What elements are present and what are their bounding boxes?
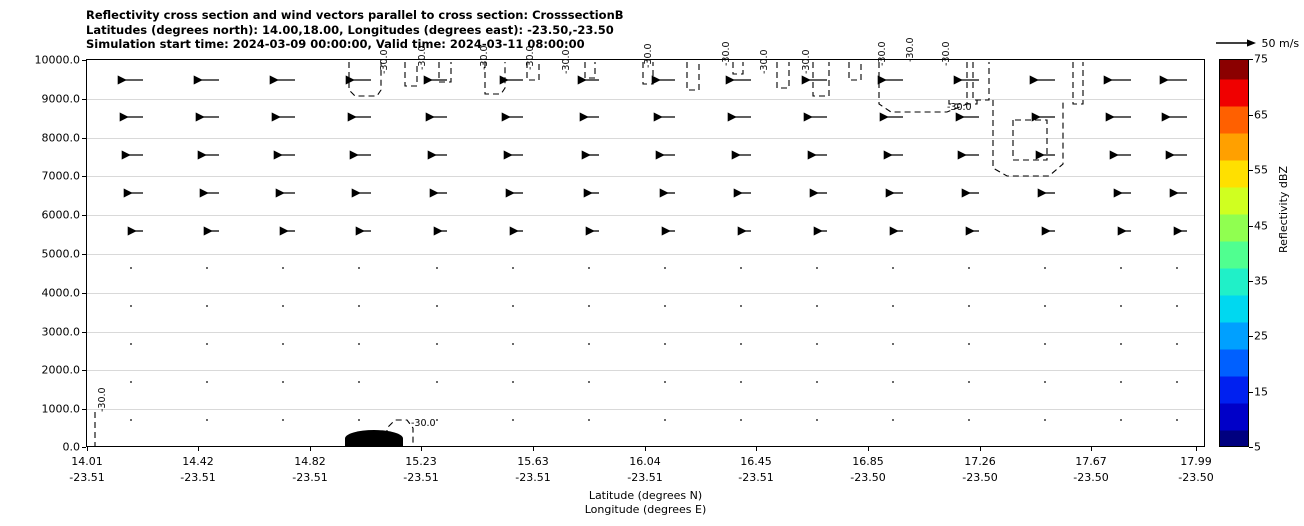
wind-vector-key-label: 50 m/s <box>1261 36 1300 50</box>
contour-label: -30.0 <box>525 45 536 70</box>
contour-label: -30.0 <box>643 43 654 68</box>
contour-label: -30.0 <box>877 41 888 66</box>
y-tick-label: 9000.0 <box>41 92 80 106</box>
colorbar-tick-label: 5 <box>1254 440 1261 454</box>
colorbar-label: Reflectivity dBZ <box>1277 166 1290 253</box>
title-line-1: Reflectivity cross section and wind vectors parallel to cross section: CrosssectionB <box>86 8 624 22</box>
colorbar-tick-label: 65 <box>1254 108 1268 122</box>
x-tick-label-lon: -23.51 <box>69 471 105 484</box>
contour-label: -30.0 <box>411 418 436 429</box>
contour-label: -30.0 <box>97 387 108 412</box>
x-tick-label-lon: -23.50 <box>1178 471 1214 484</box>
y-tick-label: 10000.0 <box>34 53 80 67</box>
title-line-3: Simulation start time: 2024-03-09 00:00:00, Valid time: 2024-03-11 08:00:00 <box>86 37 585 51</box>
x-tick-label-lat: 17.26 <box>964 455 996 468</box>
contour-label: -30.0 <box>941 41 952 66</box>
colorbar-tick-label: 25 <box>1254 329 1268 343</box>
title-line-2: Latitudes (degrees north): 14.00,18.00, Longitudes (degrees east): -23.50,-23.50 <box>86 22 614 37</box>
x-tick-label-lon: -23.51 <box>292 471 328 484</box>
y-tick-label: 1000.0 <box>41 402 80 416</box>
y-tick-label: 8000.0 <box>41 131 80 145</box>
contour-label: -30.0 <box>379 49 390 74</box>
x-tick-label-lat: 17.99 <box>1180 455 1212 468</box>
colorbar-tick-label: 75 <box>1254 52 1268 66</box>
x-tick-label-lat: 16.85 <box>852 455 884 468</box>
x-tick-label-lat: 15.63 <box>517 455 549 468</box>
contour-label: -30.0 <box>721 41 732 66</box>
contour-label: -30.0 <box>479 45 490 70</box>
contour-label: -30.0 <box>561 49 572 74</box>
x-tick-label-lat: 14.01 <box>71 455 103 468</box>
colorbar <box>1219 59 1249 447</box>
x-axis-label-latitude: Latitude (degrees N) <box>588 489 703 502</box>
x-tick-label-lon: -23.51 <box>403 471 439 484</box>
contour-label: -30.0 <box>759 49 770 74</box>
x-axis-label-longitude: Longitude (degrees E) <box>584 503 707 516</box>
x-tick-label-lat: 17.67 <box>1075 455 1107 468</box>
x-tick-label-lon: -23.50 <box>962 471 998 484</box>
x-tick-label-lon: -23.51 <box>180 471 216 484</box>
y-tick-label: 2000.0 <box>41 363 80 377</box>
x-tick-label-lon: -23.50 <box>850 471 886 484</box>
y-tick-label: 3000.0 <box>41 325 80 339</box>
y-tick-label: 0.0 <box>62 440 80 454</box>
y-tick-label: 5000.0 <box>41 247 80 261</box>
colorbar-tick-label: 15 <box>1254 385 1268 399</box>
y-tick-label: 6000.0 <box>41 208 80 222</box>
colorbar-tick-label: 45 <box>1254 219 1268 232</box>
x-tick-label-lon: -23.51 <box>515 471 551 484</box>
contour-label: -30.0 <box>947 102 972 113</box>
colorbar-tick-label: 35 <box>1254 274 1268 288</box>
wind-vector-key <box>1216 36 1299 50</box>
x-tick-label-lat: 16.45 <box>740 455 772 468</box>
x-tick-label-lat: 14.42 <box>182 455 214 468</box>
x-tick-label-lat: 16.04 <box>629 455 661 468</box>
colorbar-tick-label: 55 <box>1254 163 1268 177</box>
contour-label: -30.0 <box>417 45 428 70</box>
x-tick-label-lon: -23.50 <box>1073 471 1109 484</box>
wind-vector-field <box>87 60 1204 446</box>
contour-label: -30.0 <box>801 49 812 74</box>
contour-label: -30.0 <box>905 37 916 62</box>
x-tick-label-lat: 14.82 <box>294 455 326 468</box>
x-tick-label-lon: -23.51 <box>627 471 663 484</box>
page-title <box>86 8 624 52</box>
x-tick-label-lon: -23.51 <box>738 471 774 484</box>
arrow-right-icon <box>1216 37 1256 49</box>
y-tick-label: 4000.0 <box>41 286 80 300</box>
y-tick-label: 7000.0 <box>41 169 80 183</box>
x-tick-label-lat: 15.23 <box>405 455 437 468</box>
